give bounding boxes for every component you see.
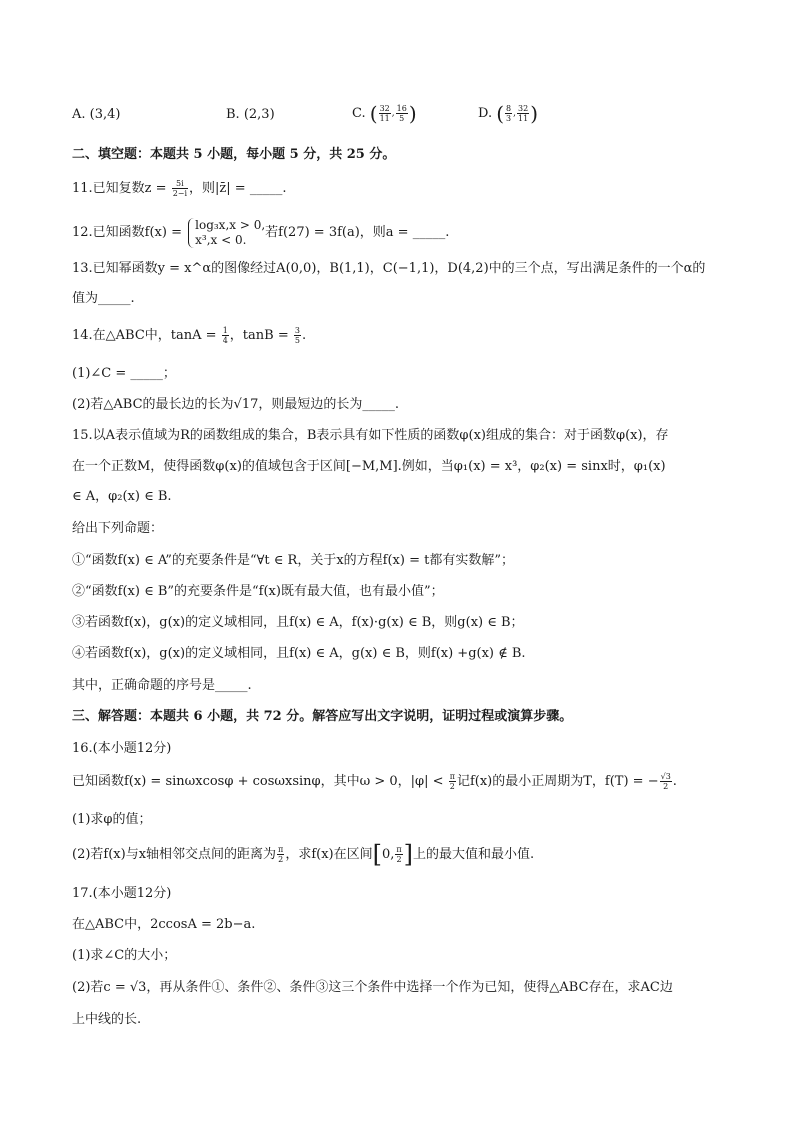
question-17-stem: 在△ABC中，2ccosA = 2b−a.	[72, 917, 256, 932]
q14-n2: 3	[294, 326, 300, 335]
question-17-title: 17.(本小题12分)	[72, 886, 172, 901]
q15-answer-end: .	[247, 678, 252, 693]
question-12	[72, 216, 449, 250]
d-num1: 8	[506, 104, 512, 113]
section2-header: 二、填空题：本题共 5 小题，每小题 5 分，共 25 分。	[72, 147, 396, 162]
q14-mid: ，tanB =	[229, 328, 293, 343]
option-c-label: C.	[352, 106, 370, 121]
q14-1-end: ；	[162, 366, 176, 381]
q14-d2: 5	[294, 336, 300, 345]
c-den2: 5	[399, 114, 405, 123]
q12-piecewise	[188, 218, 265, 248]
q16-int-den: 2	[396, 855, 402, 864]
q16-interval-start: 0,	[381, 847, 395, 862]
q16-int-num: π	[396, 845, 402, 854]
q14-d1: 4	[222, 336, 228, 345]
section3-header: 三、解答题：本题共 6 小题，共 72 分。解答应写出文字说明，证明过程或演算步骤。	[72, 709, 573, 724]
q13-end: .	[130, 291, 135, 306]
q14-2-end: .	[394, 397, 400, 412]
question-16-part1: (1)求φ的值；	[72, 812, 152, 827]
proposition-2: ②“函数f(x) ∈ B”的充要条件是“f(x)既有最大值，也有最小值”；	[72, 584, 444, 599]
question-16-title: 16.(本小题12分)	[72, 741, 172, 756]
option-c: C. ( $\frac{32}{11}$ , $\frac{16}{5}$ )	[352, 101, 417, 126]
q12-case1: log₃x,x > 0,	[195, 217, 266, 232]
question-17-part2-line1: (2)若c = √3，再从条件①、条件②、条件③这三个条件中选择一个作为已知，使得△ABC存在，求AC边	[72, 980, 673, 995]
d-den1: 3	[506, 114, 512, 123]
question-15-line2: 在一个正数M，使得函数φ(x)的值域包含于区间[−M,M].例如，当φ₁(x) = x³，φ₂(x) = sinx时，φ₁(x)	[72, 459, 666, 474]
proposition-1: ①“函数f(x) ∈ A”的充要条件是“∀t ∈ R，关于x的方程f(x) = t都有实数解”；	[72, 553, 514, 568]
d-num2: 32	[518, 104, 529, 113]
q16-pi-num: π	[449, 772, 455, 781]
question-15-intro: 给出下列命题：	[72, 521, 164, 536]
q11-den: 2−i	[172, 189, 188, 198]
c-num1: 32	[379, 104, 390, 113]
question-15-answer	[72, 677, 252, 695]
question-14-part2	[72, 396, 399, 414]
q16-stem-end: .	[672, 774, 677, 789]
question-16-stem	[72, 772, 677, 791]
option-d: D. ( $\frac{8}{3}$ , $\frac{32}{11}$ )	[478, 101, 539, 126]
q14-text: 14.在△ABC中，tanA =	[72, 328, 221, 343]
question-17-part1: (1)求∠C的大小；	[72, 948, 177, 963]
q16-p2-b: ，求f(x)在区间	[285, 847, 373, 862]
c-num2: 16	[396, 104, 407, 113]
q11-after: ，则|z̄| =	[189, 181, 250, 196]
q11-end: .	[282, 181, 287, 196]
q12-case2: x³,x < 0.	[195, 232, 247, 247]
question-15-line3: ∈ A，φ₂(x) ∈ B.	[72, 489, 172, 504]
question-13-line2	[72, 290, 135, 308]
option-a: A. (3,4)	[72, 107, 121, 122]
c-den1: 11	[379, 114, 390, 123]
d-den2: 11	[518, 114, 529, 123]
q16-p2-den: 2	[278, 855, 284, 864]
q14-n1: 1	[222, 326, 228, 335]
q12-text: 12.已知函数f(x) =	[72, 225, 187, 240]
q13-blank: _____	[98, 291, 131, 306]
question-16-part2: (2)若f(x)与x轴相邻交点间的距离为 $\frac{\pi}{2}$ ，求f(x)在区间[0, $\frac{\pi}{2}$ ]上的最大值和最小值.	[72, 840, 535, 869]
q14-2-blank: _____	[362, 397, 395, 412]
question-13-line1: 13.已知幂函数y = x^α的图像经过A(0,0)，B(1,1)，C(−1,1)，D(4,2)中的三个点，写出满足条件的一个α的	[72, 261, 706, 276]
q11-blank: _____	[249, 181, 283, 196]
option-b: B. (2,3)	[226, 107, 275, 122]
question-14-part1	[72, 365, 176, 383]
question-17-part2-line2: 上中线的长.	[72, 1012, 142, 1027]
question-15-line1: 15.以A表示值域为R的函数组成的集合，B表示具有如下性质的函数φ(x)组成的集合：对于函数φ(x)，存	[72, 428, 669, 443]
q16-stem-b: 记f(x)的最小正周期为T，f(T) = −	[456, 774, 659, 789]
q15-answer-blank: _____	[215, 678, 248, 693]
q16-p2-c: 上的最大值和最小值.	[413, 847, 535, 862]
q16-val-num: √3	[660, 772, 671, 781]
proposition-4: ④若函数f(x)，g(x)的定义域相同，且f(x) ∈ A，g(x) ∈ B，则f(x) +g(x) ∉ B.	[72, 646, 526, 661]
q12-end: .	[445, 225, 450, 240]
q16-p2-a: (2)若f(x)与x轴相邻交点间的距离为	[72, 847, 277, 862]
q16-pi-den: 2	[449, 782, 455, 791]
question-14	[72, 326, 306, 345]
option-d-label: D.	[478, 106, 497, 121]
q11-num: 5i	[172, 179, 188, 189]
q16-val-den: 2	[663, 782, 669, 791]
q16-p2-num: π	[278, 845, 284, 854]
q12-blank: _____	[412, 225, 446, 240]
proposition-3: ③若函数f(x)，g(x)的定义域相同，且f(x) ∈ A，f(x)·g(x) ∈ B，则g(x) ∈ B；	[72, 615, 524, 630]
q15-answer-text: 其中，正确命题的序号是	[72, 678, 216, 693]
q14-1-text: (1)∠C =	[72, 366, 131, 381]
q12-after: 若f(27) = 3f(a)，则a =	[265, 225, 413, 240]
q14-end: .	[301, 328, 307, 343]
q11-text: 11.已知复数z =	[72, 181, 171, 196]
question-11	[72, 179, 286, 198]
q14-1-blank: _____	[130, 366, 163, 381]
q13-line2-text: 值为	[72, 291, 99, 306]
q14-2-text: (2)若△ABC的最长边的长为√17，则最短边的长为	[72, 397, 363, 412]
q16-stem-a: 已知函数f(x) = sinωxcosφ + cosωxsinφ，其中ω > 0，|φ| <	[72, 774, 448, 789]
